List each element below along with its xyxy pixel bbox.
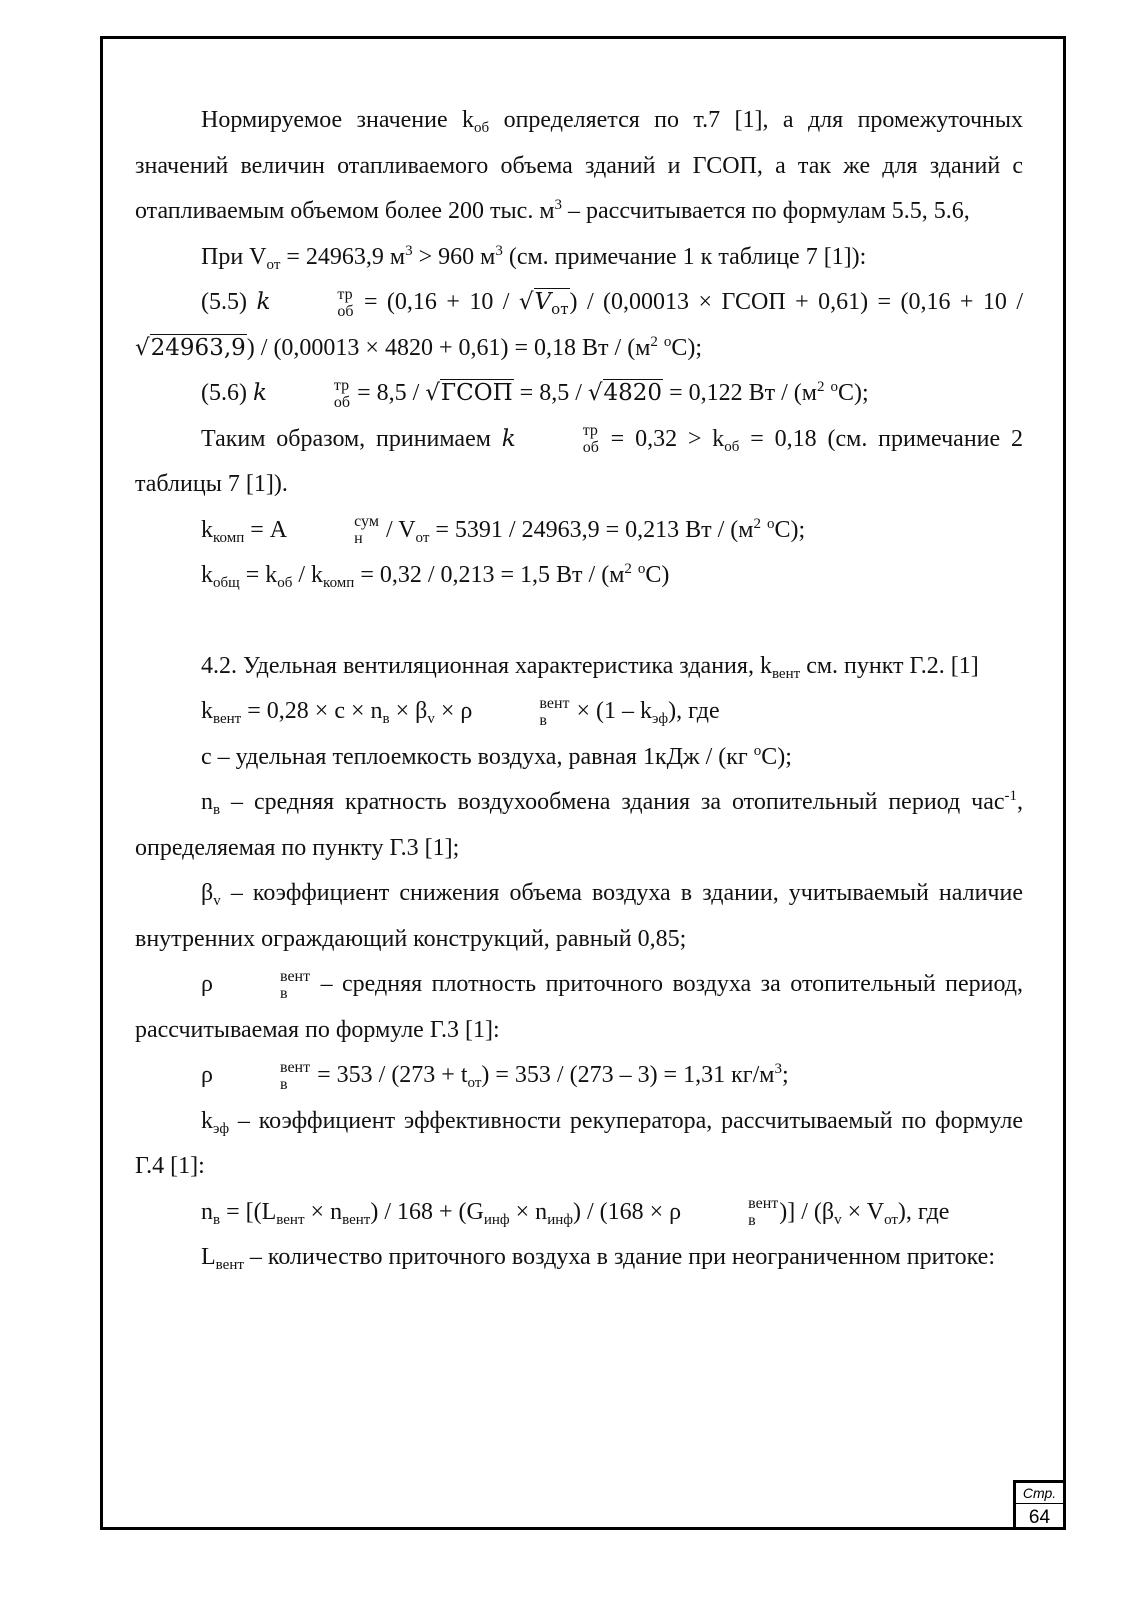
definition-nv: $n_в$ – средняя кратность воздухообмена здания за отопительный период час$^{-1}$, определяемая по пункту Г.3 [1]; <box>135 788 1023 861</box>
paragraph-normative-kob: Нормируемое значение $k_{об}$ определяется по т.7 [1], а для промежуточных значений величин отапливаемого объема зданий и ГСОП, а так же для зданий с отапливаемым объемом более 200 тыс. $м^3$ – рассчитывается по формулам 5.5, 5.6, <box>135 107 1023 224</box>
formula-kkomp: $k_{комп} = A$ сум н / $V_{от} = 5391 / 24963,9 = 0,213$ Вт / ($м^2$ $^о$С); <box>201 513 806 548</box>
document-body <box>135 98 1023 1281</box>
paragraph-accepted-value: Таким образом, принимаем k тр об = $0,32 > k_{об} = 0,18$ (см. примечание 2 таблицы 7 [1]). <box>135 422 1024 497</box>
formula-kvent: $k_{вент} = 0,28 \times с \times n_в \times \beta_v \times \rho$ вент в × $(1 - k_{эф})$, где <box>201 694 720 729</box>
definition-rho: ρ вент в – средняя плотность приточного воздуха за отопительный период, рассчитываемая по формуле Г.3 [1]: <box>135 967 1023 1043</box>
sqrt-sign: √4820 <box>587 380 663 406</box>
sqrt-sign: √24963,9 <box>135 334 246 361</box>
formula-5-5: (5.5) k тр об = $(0,16 + 10 / √V_{от}) / (0,00013$ × ГСОП + 0,61) = (0,16 + 10 / √24963,9) / (0,00013 × 4820 + 0,61) = 0,18 Вт / ($м^2$ $^о$С); <box>135 285 1024 361</box>
formula-nv: $n_в = [(L_{вент} \times n_{вент}) / 168 + (G_{инф} \times n_{инф}) / (168 \times \rho$ вент в )] / $(\beta_v \times V_{от})$, где <box>201 1195 950 1230</box>
paragraph-heated-volume: При $V_{от} = 24963,9$ $м^3 > 960$ $м^3$ (см. примечание 1 к таблице 7 [1]): <box>201 242 867 273</box>
sqrt-sign: √ГСОП <box>425 380 513 406</box>
formula-kobsh: $k_{общ} = k_{об} / k_{комп} = 0,32 / 0,213 = 1,5$ Вт / ($м^2$ $^о$С) <box>201 561 670 591</box>
definition-lvent: $L_{вент}$ – количество приточного воздуха в здание при неограниченном притоке: <box>201 1244 995 1273</box>
definition-beta: $\beta_v$ – коэффициент снижения объема воздуха в здании, учитываемый наличие внутренних ограждающий конструкций, равный 0,85; <box>135 880 1023 952</box>
page-number-stamp <box>1013 1480 1063 1528</box>
definition-c: с – удельная теплоемкость воздуха, равная 1кДж / (кг $^о$С); <box>201 742 792 770</box>
section-heading-4-2: 4.2. Удельная вентиляционная характеристика здания, $k_{вент}$ см. пункт Г.2. [1] <box>201 652 979 682</box>
page-label: Стр. <box>1016 1483 1063 1504</box>
definition-kef: $k_{эф}$ – коэффициент эффективности рекуператора, рассчитываемый по формуле Г.4 [1]: <box>135 1107 1023 1179</box>
page-number: 64 <box>1028 1507 1051 1528</box>
paragraph-gap <box>135 599 1023 644</box>
formula-5-6: (5.6) k тр об = 8,5 / √ГСОП = 8,5 / √4820 = 0,122 Вт / ($м^2$ $^о$С); <box>201 376 869 411</box>
sqrt-sign: $√V_{от}$ <box>518 289 569 318</box>
formula-rho: ρ вент в = $353 / (273 + t_{от}) = 353 / (273 - 3) = 1,31$ $кг/м^3$; <box>201 1058 789 1093</box>
